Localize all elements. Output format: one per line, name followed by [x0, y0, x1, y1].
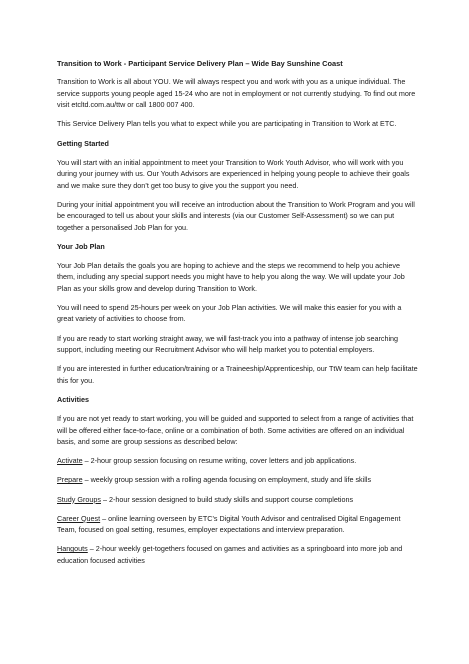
- activity-name: Career Quest: [57, 513, 101, 523]
- activity-description: – 2-hour session designed to build study skills and support course completions: [100, 494, 354, 504]
- activity-name: Activate: [57, 456, 83, 466]
- activity-item: [57, 455, 419, 466]
- job-plan-heading: Your Job Plan: [57, 241, 105, 251]
- activities-intro: If you are not yet ready to start working, you will be guided and supported to select from a range of activities that will be offered either face-to-face, online or a combination of both. Some activities are offered on an individual basis, and some are group sessions as described below:: [57, 414, 414, 446]
- job-plan-paragraph-2: You will need to spend 25-hours per week on your Job Plan activities. We will make this easier for you with a great variety of activities to choose from.: [57, 303, 402, 324]
- intro-paragraph-1: Transition to Work is all about YOU. We will always respect you and work with you as a unique individual. The service supports young people aged 15-24 who are not in employment or not currently studying. To find out more visit etcltd.com.au/ttw or call 1800 007 400.: [57, 77, 416, 110]
- activity-name: Prepare: [57, 475, 83, 485]
- activity-name: Hangouts: [57, 544, 88, 554]
- activity-item: [57, 474, 419, 485]
- activity-description: – weekly group session with a rolling agenda focusing on employment, study and life skills: [82, 475, 372, 485]
- intro-paragraph-2: This Service Delivery Plan tells you what to expect while you are participating in Transition to Work at ETC.: [57, 119, 397, 129]
- activity-description: – online learning overseen by ETC’s Digital Youth Advisor and centralised Digital Engagement Team, focused on goal setting, resumes, employer expectations and interview preparation.: [57, 513, 401, 535]
- getting-started-heading: Getting Started: [57, 138, 109, 148]
- getting-started-paragraph-1: You will start with an initial appointment to meet your Transition to Work Youth Advisor, who will work with you during your journey with us. Our Youth Advisors are experienced in helping young people to achieve their goals and we make sure they don’t get too busy to give you the support you need.: [57, 157, 410, 190]
- activity-description: – 2-hour group session focusing on resume writing, cover letters and job applications.: [82, 456, 357, 466]
- document-title: Transition to Work - Participant Service Delivery Plan – Wide Bay Sunshine Coast: [57, 59, 343, 68]
- job-plan-paragraph-3: If you are ready to start working straight away, we will fast-track you into a pathway of intense job searching support, including meeting our Recruitment Advisor who will help market you to potential employers.: [57, 333, 399, 355]
- job-plan-paragraph-4: If you are interested in further education/training or a Traineeship/Apprenticeship, our TtW team can help facilitate this for you.: [57, 364, 418, 385]
- activity-description: – 2-hour weekly get-togethers focused on games and activities as a springboard into more job and education focused activities: [57, 544, 403, 565]
- activity-item: [57, 543, 419, 566]
- activities-heading: Activities: [57, 394, 89, 404]
- activity-name: Study Groups: [57, 494, 101, 504]
- activity-item: [57, 494, 419, 505]
- getting-started-paragraph-2: During your initial appointment you will receive an introduction about the Transition to Work Program and you will be encouraged to tell us about your skills and interests (via our Customer Self-Assessment) so we can put together a personalised Job Plan for you.: [57, 199, 415, 232]
- activity-item: [57, 513, 419, 536]
- job-plan-paragraph-1: Your Job Plan details the goals you are hoping to achieve and the steps we recommend to help you achieve them, including any special support needs you might have to help you along the way. We will update your Job Plan as your skills grow and develop during Transition to Work.: [57, 261, 405, 293]
